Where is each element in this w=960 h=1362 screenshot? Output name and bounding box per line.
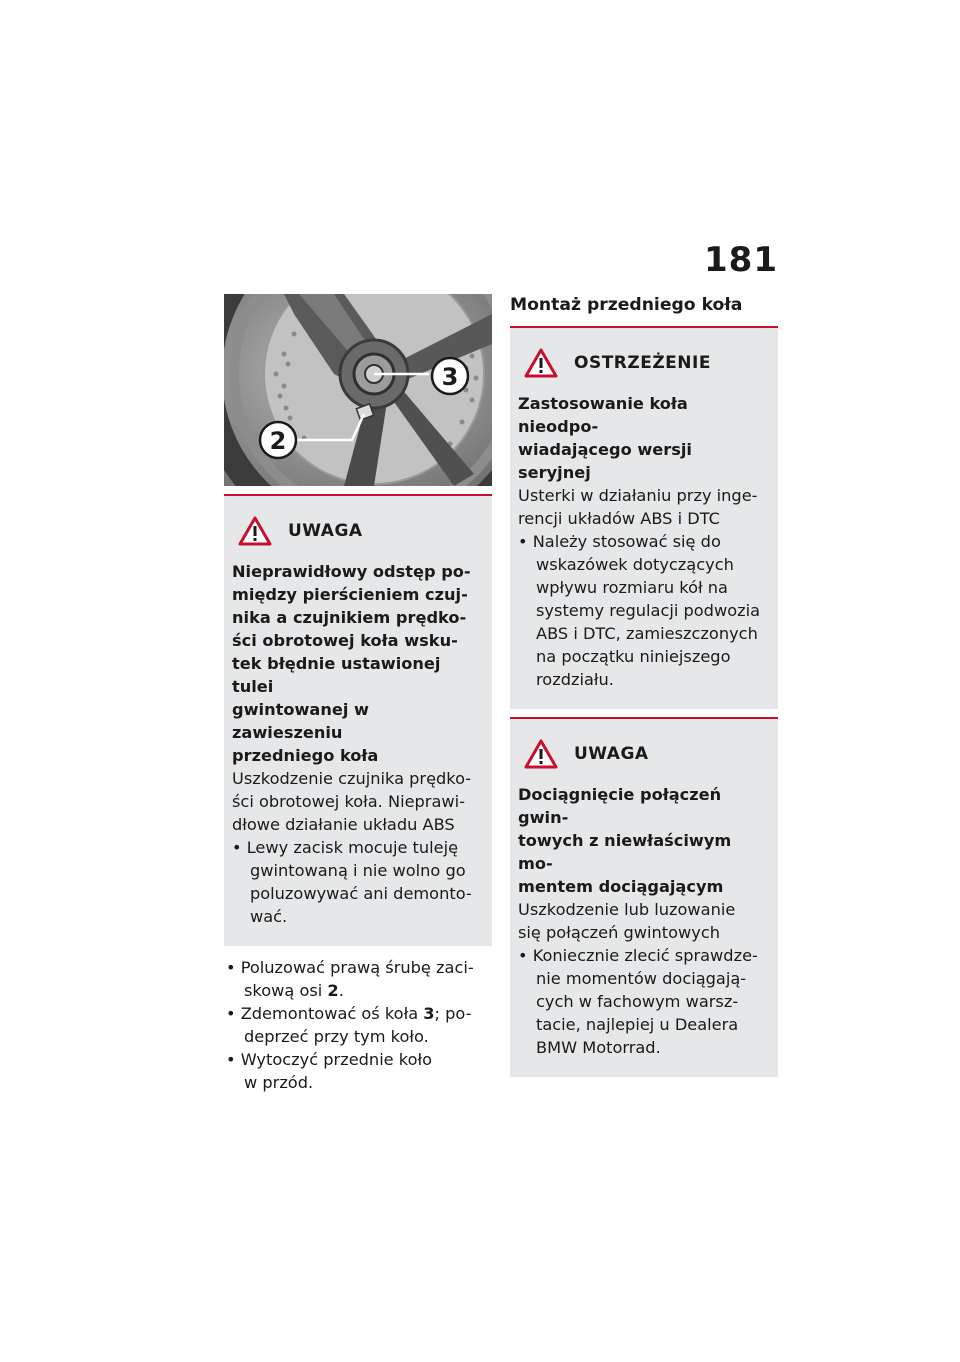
caution-body-line: ści obrotowej koła. Nieprawi- bbox=[232, 792, 465, 811]
page-number: 181 bbox=[704, 240, 778, 280]
caution-bullet-line: nie momentów dociągają- bbox=[536, 969, 747, 988]
caution-heading-line: przedniego koła bbox=[232, 746, 379, 765]
caution-box-axle-sensor bbox=[224, 494, 492, 946]
caution-heading-line: tek błędnie ustawionej tulei bbox=[232, 654, 441, 696]
caution-body-line: Uszkodzenie lub luzowanie bbox=[518, 900, 736, 919]
step-roll-wheel bbox=[226, 1048, 492, 1094]
step-line: deprzeć przy tym koło. bbox=[244, 1027, 429, 1046]
step-line bbox=[226, 1002, 492, 1025]
caution-title: UWAGA bbox=[288, 521, 363, 541]
step-loosen-screw bbox=[226, 956, 492, 1002]
caution-body-line: dłowe działanie układu ABS bbox=[232, 815, 455, 834]
caution-heading-line: nika a czujnikiem prędko- bbox=[232, 608, 467, 627]
warning-bullet-line: ABS i DTC, zamieszczonych bbox=[536, 624, 758, 643]
callout-2-label: 2 bbox=[269, 427, 287, 455]
caution-box-torque bbox=[510, 717, 778, 1077]
warning-triangle-icon bbox=[238, 516, 272, 546]
warning-bullet-line: systemy regulacji podwozia bbox=[536, 601, 761, 620]
warning-bullet-line: wskazówek dotyczących bbox=[536, 555, 734, 574]
caution-bullet-line: BMW Motorrad. bbox=[536, 1038, 661, 1057]
warning-bullet-line: wpływu rozmiaru kół na bbox=[536, 578, 728, 597]
caution-bullet-line: wać. bbox=[250, 907, 288, 926]
caution-heading-line: mentem dociągającym bbox=[518, 877, 724, 896]
step-text: . bbox=[338, 981, 344, 1000]
warning-triangle-icon bbox=[524, 739, 558, 769]
caution-heading-line: towych z niewłaściwym mo- bbox=[518, 831, 732, 873]
warning-bullet-line: na początku niniejszego bbox=[536, 647, 731, 666]
caution-heading-line: Nieprawidłowy odstęp po- bbox=[232, 562, 471, 581]
warning-heading-line: wiadającego wersji seryjnej bbox=[518, 440, 692, 482]
removal-steps bbox=[224, 946, 492, 1094]
caution-bullet-line: gwintowaną i nie wolno go bbox=[250, 861, 466, 880]
caution-bullet-line: poluzowywać ani demonto- bbox=[250, 884, 472, 903]
caution-heading-line: ści obrotowej koła wsku- bbox=[232, 631, 458, 650]
warning-title: OSTRZEŻENIE bbox=[574, 353, 711, 373]
warning-body-line: rencji układów ABS i DTC bbox=[518, 509, 720, 528]
warning-triangle-icon bbox=[524, 348, 558, 378]
callout-3-label: 3 bbox=[441, 363, 459, 391]
part-reference: 3 bbox=[423, 1004, 435, 1023]
right-column bbox=[510, 294, 778, 1077]
caution-body-line: Uszkodzenie czujnika prędko- bbox=[232, 769, 472, 788]
caution-bullet-line: • Koniecznie zlecić sprawdze- bbox=[518, 946, 758, 965]
caution-heading-line: gwintowanej w zawieszeniu bbox=[232, 700, 369, 742]
caution-bullet-line: • Lewy zacisk mocuje tuleję bbox=[232, 838, 459, 857]
step-text: • Zdemontować oś koła bbox=[226, 1004, 424, 1023]
left-column bbox=[224, 294, 492, 1094]
warning-box-wheel-variant bbox=[510, 328, 778, 709]
step-line bbox=[226, 979, 492, 1002]
front-wheel-illustration bbox=[224, 294, 492, 486]
caution-heading-line: między pierścieniem czuj- bbox=[232, 585, 468, 604]
step-line: • Wytoczyć przednie koło bbox=[226, 1050, 432, 1069]
caution-title: UWAGA bbox=[574, 744, 649, 764]
step-line: • Poluzować prawą śrubę zaci- bbox=[226, 958, 474, 977]
front-wheel-figure bbox=[224, 294, 492, 486]
step-text: ; po- bbox=[434, 1004, 472, 1023]
caution-heading-line: Dociągnięcie połączeń gwin- bbox=[518, 785, 722, 827]
step-remove-axle bbox=[226, 1002, 492, 1048]
step-text: skową osi bbox=[244, 981, 328, 1000]
caution-body-line: się połączeń gwintowych bbox=[518, 923, 720, 942]
warning-bullet-line: • Należy stosować się do bbox=[518, 532, 721, 551]
caution-bullet-line: tacie, najlepiej u Dealera bbox=[536, 1015, 739, 1034]
warning-bullet-line: rozdziału. bbox=[536, 670, 614, 689]
step-line: w przód. bbox=[244, 1073, 314, 1092]
warning-body-line: Usterki w działaniu przy inge- bbox=[518, 486, 758, 505]
caution-bullet-line: cych w fachowym warsz- bbox=[536, 992, 739, 1011]
part-reference: 2 bbox=[327, 981, 339, 1000]
warning-heading-line: Zastosowanie koła nieodpo- bbox=[518, 394, 688, 436]
section-title: Montaż przedniego koła bbox=[510, 294, 778, 328]
